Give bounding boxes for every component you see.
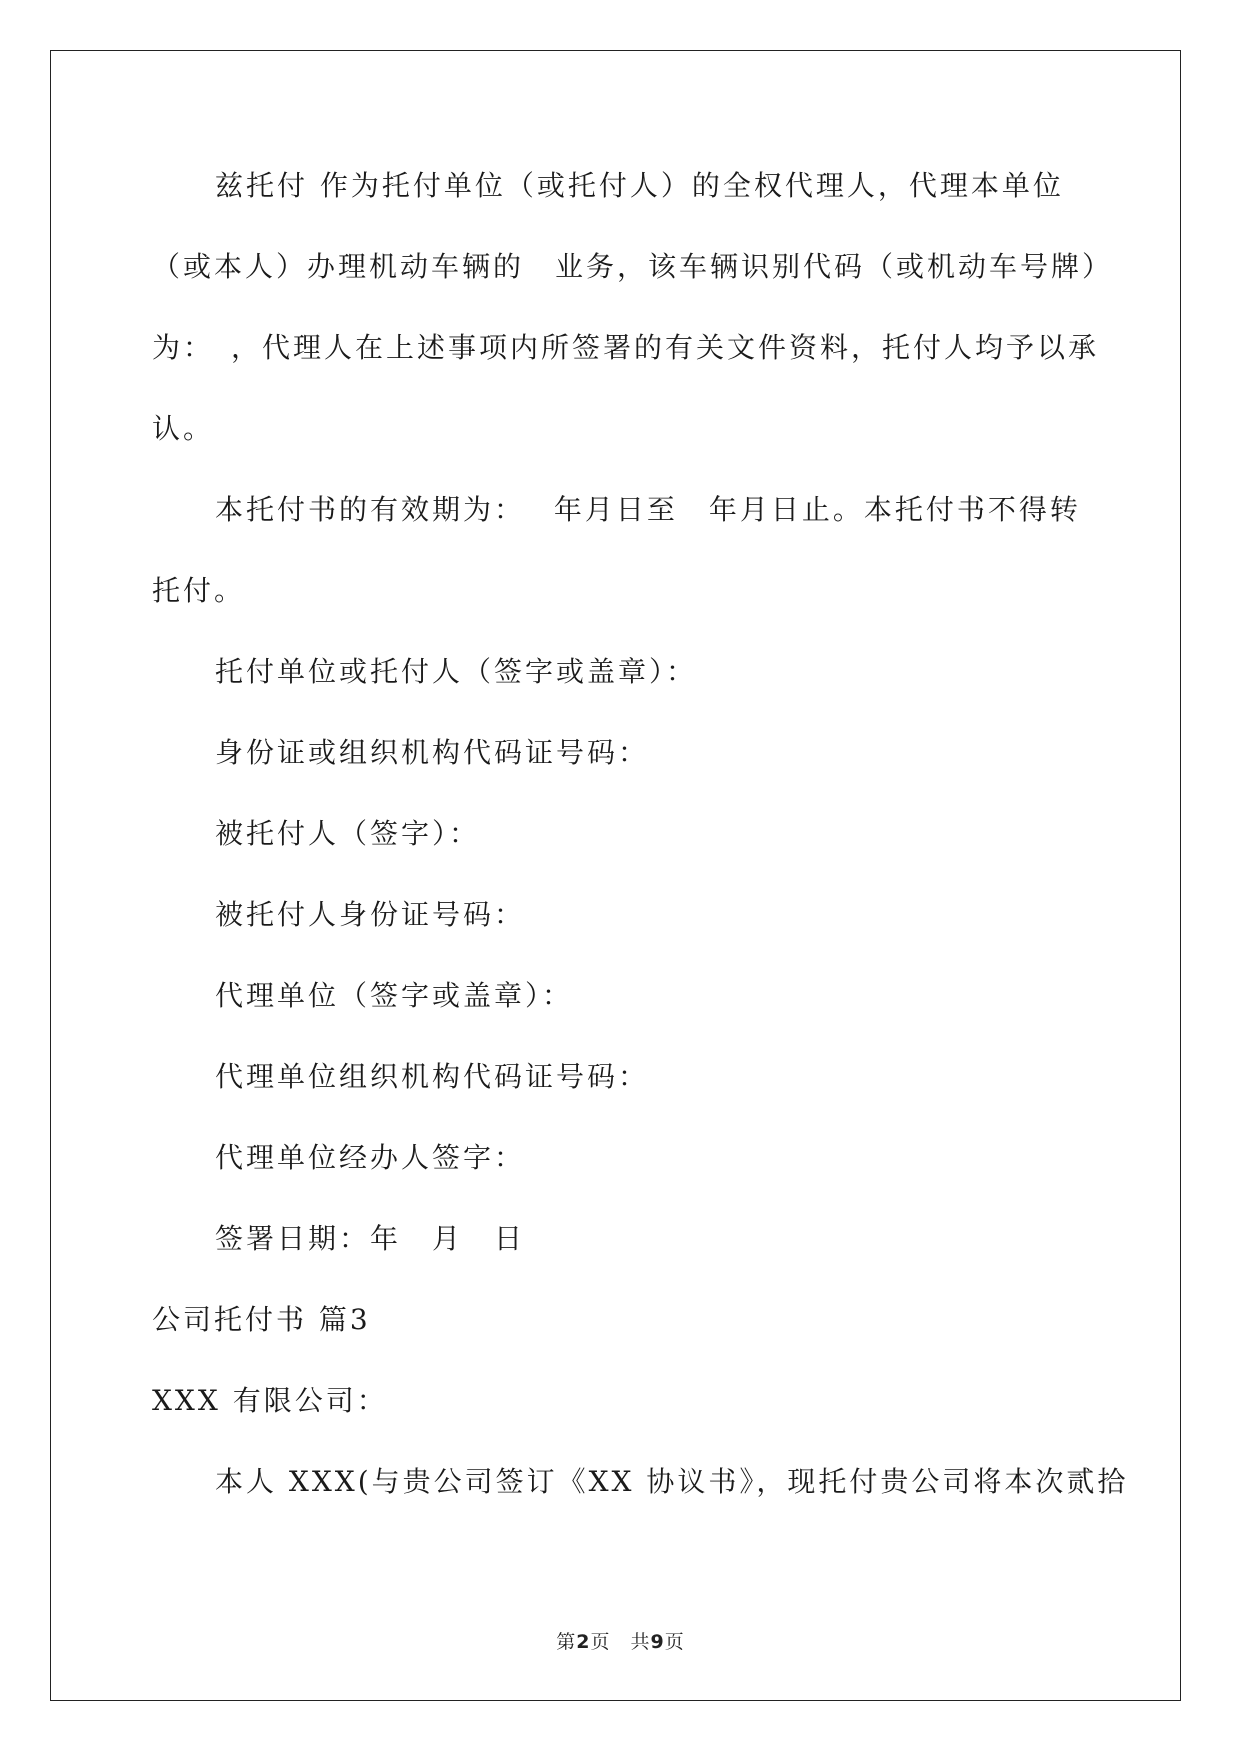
agency-signature-field: 代理单位（签字或盖章）： [215, 979, 574, 1012]
total-pages-number: 9 [650, 1631, 665, 1653]
page-footer [0, 1627, 1241, 1654]
principal-signature-field: 托付单位或托付人（签字或盖章）： [215, 655, 698, 688]
document-body [152, 168, 1129, 1545]
agency-code-field: 代理单位组织机构代码证号码： [215, 1060, 650, 1093]
paragraph-line-1: 兹托付 作为托付单位（或托付人）的全权代理人，代理本单位 [215, 169, 1064, 202]
addressee-line: XXX 有限公司： [152, 1384, 388, 1417]
paragraph-line-4: 认。 [152, 412, 215, 445]
validity-line-1: 本托付书的有效期为： 年月日至 年月日止。本托付书不得转 [215, 493, 1081, 526]
agent-id-field: 被托付人身份证号码： [215, 898, 526, 931]
body-line-start: 本人 XXX(与贵公司签订《XX 协议书》，现托付贵公司将本次贰拾 [215, 1465, 1129, 1498]
footer-suffix: 页 [664, 1631, 685, 1653]
footer-prefix: 第 [556, 1631, 577, 1653]
footer-mid: 页 共 [590, 1631, 651, 1653]
sign-date-field: 签署日期：年 月 日 [215, 1222, 526, 1255]
agent-signature-field: 被托付人（签字）： [215, 817, 481, 850]
agency-handler-field: 代理单位经办人签字： [215, 1141, 526, 1174]
id-number-field: 身份证或组织机构代码证号码： [215, 736, 650, 769]
current-page-number: 2 [576, 1631, 591, 1653]
section-title: 公司托付书 篇3 [152, 1303, 371, 1336]
validity-line-2: 托付。 [152, 574, 246, 607]
paragraph-line-2: （或本人）办理机动车辆的 业务，该车辆识别代码（或机动车号牌） [152, 250, 1114, 283]
paragraph-line-3: 为： ，代理人在上述事项内所签署的有关文件资料，托付人均予以承 [152, 331, 1100, 364]
